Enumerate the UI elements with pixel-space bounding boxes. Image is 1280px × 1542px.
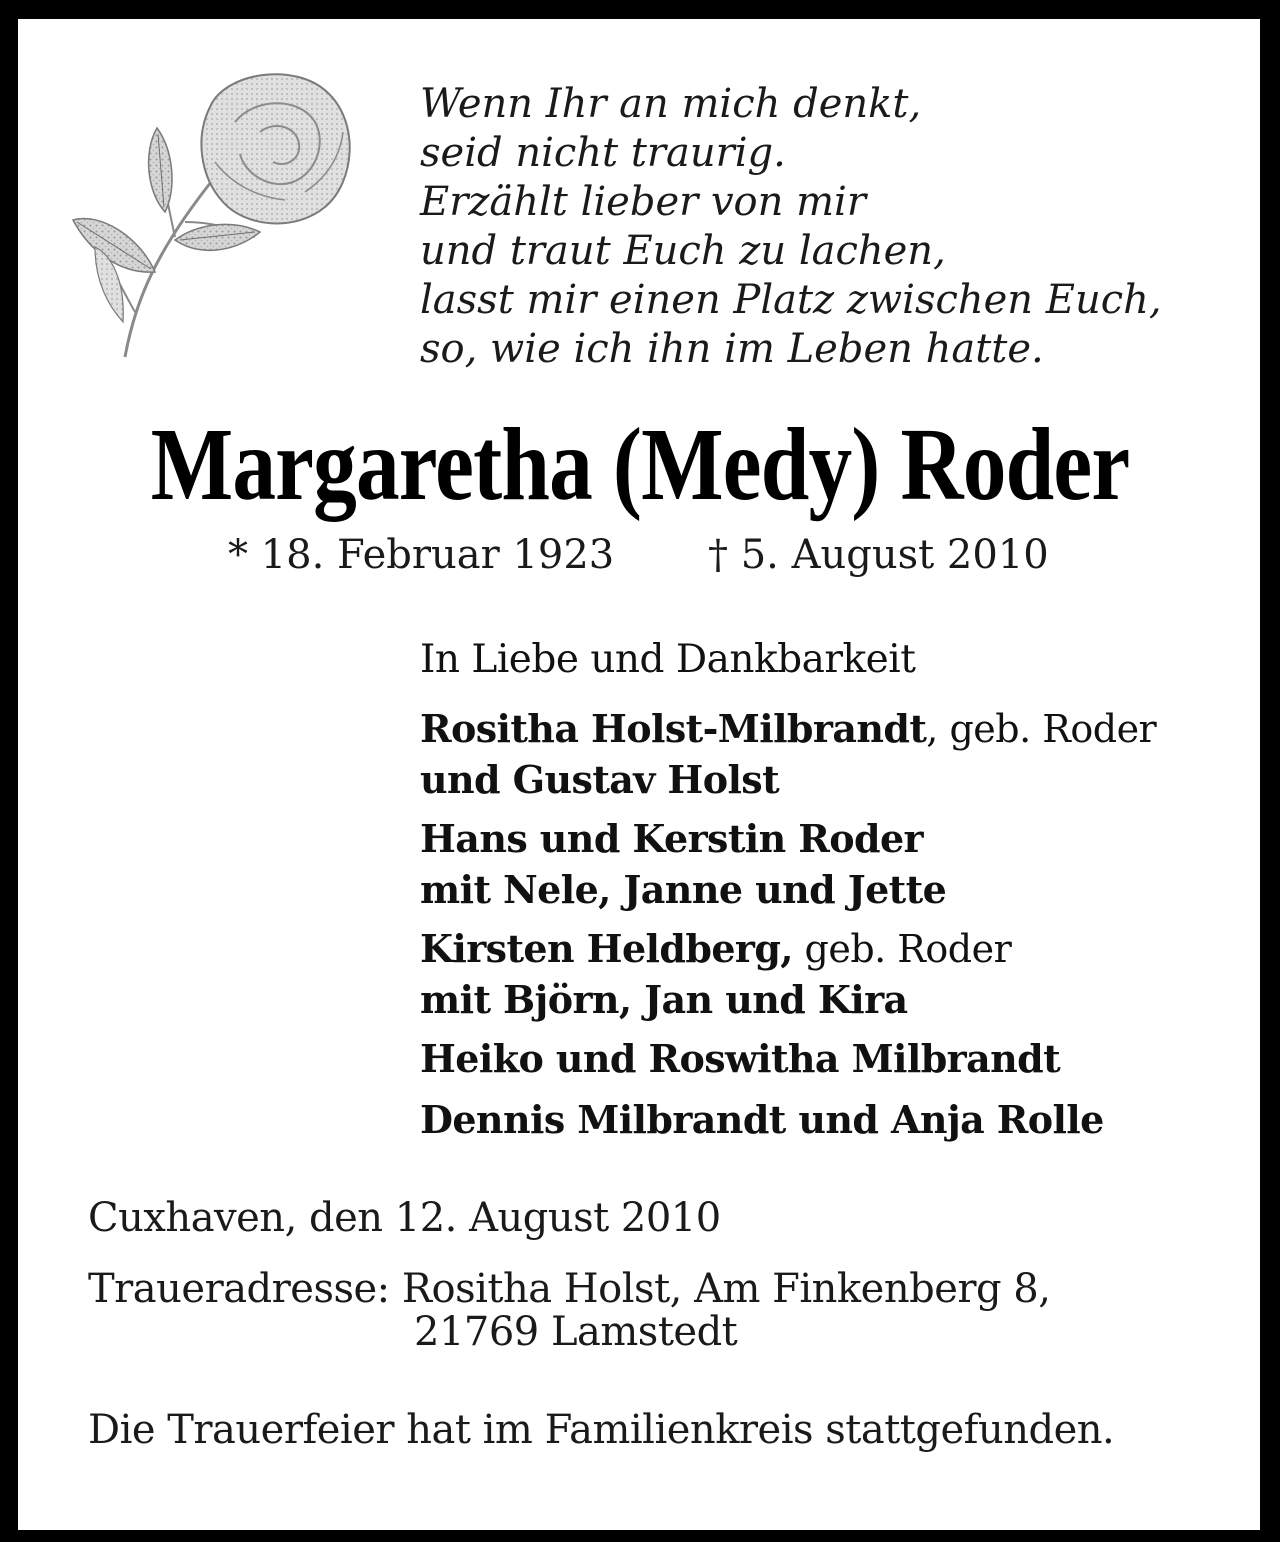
poem-line: so, wie ich ihn im Leben hatte.: [420, 326, 1044, 372]
death-date: † 5. August 2010: [708, 532, 1049, 578]
poem-line: seid nicht traurig.: [420, 130, 786, 176]
poem: [420, 80, 1250, 374]
closing-note: Die Trauerfeier hat im Familienkreis stattgefunden.: [88, 1407, 1115, 1453]
family-name: Heiko und Roswitha Milbrandt: [420, 1036, 1061, 1081]
birth-date: * 18. Februar 1923: [228, 532, 615, 578]
family-name: und Gustav Holst: [420, 757, 780, 802]
place-date: Cuxhaven, den 12. August 2010: [88, 1195, 721, 1241]
family-group: [420, 813, 1240, 915]
family-group: [420, 1033, 1240, 1084]
family-list: [420, 635, 1240, 1153]
family-name: mit Björn, Jan und Kira: [420, 977, 908, 1022]
poem-line: lasst mir einen Platz zwischen Euch,: [420, 277, 1162, 323]
family-name: Rositha Holst-Milbrandt: [420, 706, 927, 751]
family-note: , geb. Roder: [926, 707, 1157, 751]
family-name: Kirsten Heldberg,: [420, 926, 793, 971]
poem-line: und traut Euch zu lachen,: [420, 228, 946, 274]
rose-icon: [65, 62, 365, 362]
poem-line: Erzählt lieber von mir: [420, 179, 866, 225]
family-group: [420, 703, 1240, 805]
family-note: geb. Roder: [792, 927, 1012, 971]
family-group: [420, 923, 1240, 1025]
address-line: Traueradresse: Rositha Holst, Am Finkenberg 8,: [88, 1266, 1051, 1312]
deceased-name: Margaretha (Medy) Roder: [150, 407, 1130, 522]
family-name: Hans und Kerstin Roder: [420, 816, 923, 861]
address-line: 21769 Lamstedt: [414, 1309, 738, 1355]
family-intro: In Liebe und Dankbarkeit: [420, 637, 916, 682]
mourning-address: [88, 1268, 1050, 1354]
family-group: [420, 1094, 1240, 1145]
family-name: mit Nele, Janne und Jette: [420, 867, 947, 912]
family-name: Dennis Milbrandt und Anja Rolle: [420, 1097, 1104, 1142]
poem-line: Wenn Ihr an mich denkt,: [420, 81, 922, 127]
